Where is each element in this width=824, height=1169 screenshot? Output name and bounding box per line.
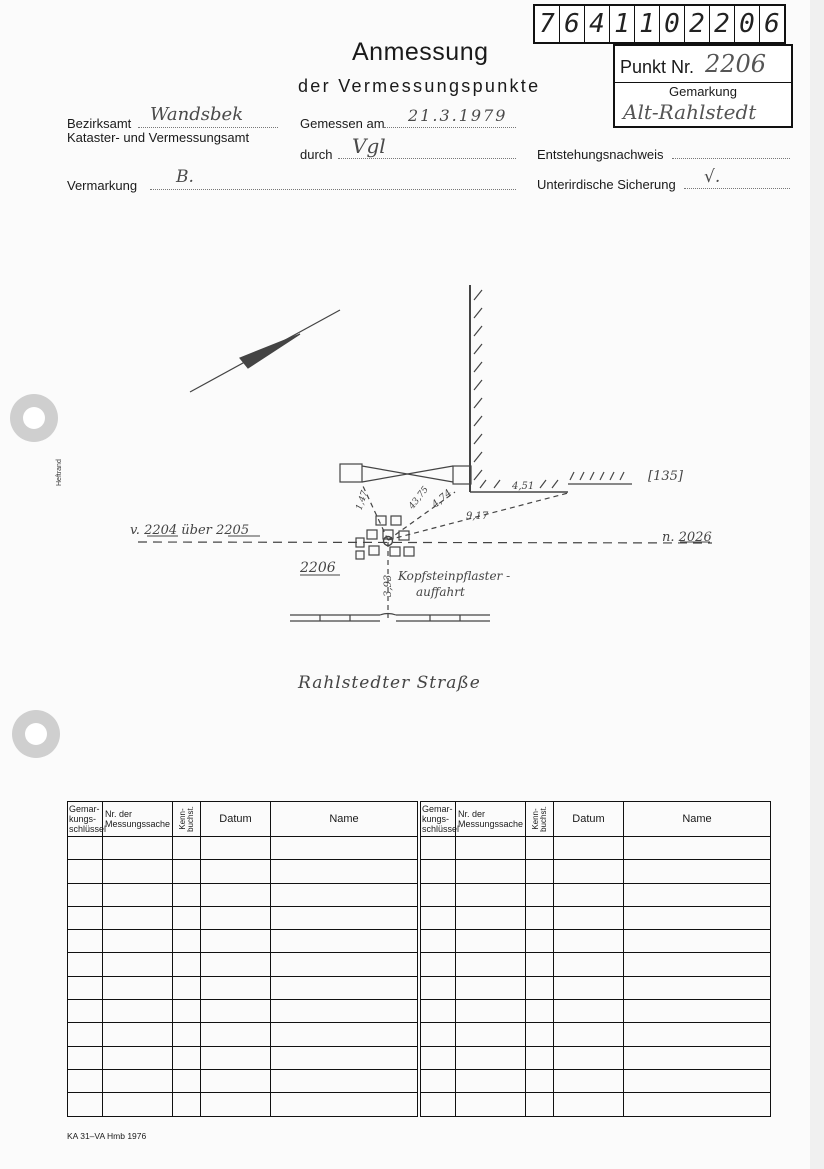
heftrand-label: Heftrand bbox=[56, 459, 63, 486]
north-arrow-icon bbox=[190, 310, 340, 392]
table-cell[interactable] bbox=[103, 1023, 173, 1046]
table-row bbox=[421, 1093, 771, 1116]
ref-135-label: [135] bbox=[648, 469, 683, 484]
table-cell[interactable] bbox=[624, 1069, 771, 1092]
table-row bbox=[68, 1023, 418, 1046]
table-cell[interactable] bbox=[624, 860, 771, 883]
table-cell[interactable] bbox=[201, 976, 271, 999]
table-row bbox=[68, 1093, 418, 1116]
table-row bbox=[68, 906, 418, 929]
table-cell[interactable] bbox=[173, 883, 201, 906]
table-cell[interactable] bbox=[103, 1000, 173, 1023]
neighbor-wall-135 bbox=[568, 472, 632, 484]
table-cell[interactable] bbox=[173, 860, 201, 883]
table-cell[interactable] bbox=[173, 953, 201, 976]
table-row bbox=[421, 860, 771, 883]
table-cell[interactable] bbox=[201, 1069, 271, 1092]
table-cell[interactable] bbox=[456, 906, 526, 929]
col-datum: Datum bbox=[554, 802, 624, 837]
table-cell[interactable] bbox=[421, 1023, 456, 1046]
table-row bbox=[68, 860, 418, 883]
kataster-label: Kataster- und Vermessungsamt bbox=[67, 130, 250, 145]
table-row bbox=[421, 1046, 771, 1069]
table-cell[interactable] bbox=[103, 1069, 173, 1092]
street-curb bbox=[290, 614, 490, 622]
alignment-line bbox=[138, 542, 712, 543]
number-digit: 2 bbox=[685, 6, 710, 42]
bezirksamt-value[interactable]: Wandsbek bbox=[150, 104, 244, 125]
table-row bbox=[68, 1069, 418, 1092]
table-cell[interactable] bbox=[201, 1093, 271, 1116]
table-row bbox=[421, 1023, 771, 1046]
table-cell[interactable] bbox=[68, 1023, 103, 1046]
measure-label: 4,51 bbox=[512, 481, 535, 492]
table-row bbox=[68, 1046, 418, 1069]
table-cell[interactable] bbox=[624, 1000, 771, 1023]
number-digit: 1 bbox=[635, 6, 660, 42]
table-cell[interactable] bbox=[554, 883, 624, 906]
table-cell[interactable] bbox=[68, 930, 103, 953]
table-cell[interactable] bbox=[526, 930, 554, 953]
durch-value[interactable]: Vgl bbox=[352, 134, 386, 158]
table-cell[interactable] bbox=[624, 1093, 771, 1116]
table-cell[interactable] bbox=[421, 1046, 456, 1069]
table-cell[interactable] bbox=[271, 883, 418, 906]
col-kenn: Kenn- buchst. bbox=[526, 802, 554, 837]
table-cell[interactable] bbox=[271, 1046, 418, 1069]
table-cell[interactable] bbox=[68, 1046, 103, 1069]
from-label: v. 2204 über 2205 bbox=[130, 523, 250, 538]
table-cell[interactable] bbox=[103, 953, 173, 976]
table-cell[interactable] bbox=[68, 1069, 103, 1092]
table-cell[interactable] bbox=[554, 837, 624, 860]
table-cell[interactable] bbox=[271, 1023, 418, 1046]
entstehung-label: Entstehungsnachweis bbox=[537, 147, 664, 162]
table-cell[interactable] bbox=[526, 837, 554, 860]
number-digit: 0 bbox=[735, 6, 760, 42]
table-cell[interactable] bbox=[526, 953, 554, 976]
table-cell[interactable] bbox=[421, 860, 456, 883]
table-cell[interactable] bbox=[421, 930, 456, 953]
table-cell[interactable] bbox=[624, 976, 771, 999]
table-cell[interactable] bbox=[173, 976, 201, 999]
table-cell[interactable] bbox=[554, 1046, 624, 1069]
table-cell[interactable] bbox=[421, 1000, 456, 1023]
number-digit: 4 bbox=[585, 6, 610, 42]
building-wall bbox=[470, 285, 568, 492]
table-cell[interactable] bbox=[554, 953, 624, 976]
table-cell[interactable] bbox=[103, 860, 173, 883]
table-cell[interactable] bbox=[68, 860, 103, 883]
table-cell[interactable] bbox=[173, 1000, 201, 1023]
col-nr: Nr. der Messungssache bbox=[103, 802, 173, 837]
unterirdisch-label: Unterirdische Sicherung bbox=[537, 177, 676, 192]
table-cell[interactable] bbox=[526, 906, 554, 929]
table-row bbox=[421, 906, 771, 929]
number-digit: 1 bbox=[610, 6, 635, 42]
street-label: Rahlstedter Straße bbox=[298, 673, 481, 693]
table-cell[interactable] bbox=[624, 883, 771, 906]
table-cell[interactable] bbox=[173, 837, 201, 860]
table-cell[interactable] bbox=[201, 883, 271, 906]
table-cell[interactable] bbox=[554, 1069, 624, 1092]
table-cell[interactable] bbox=[421, 953, 456, 976]
table-cell[interactable] bbox=[456, 1069, 526, 1092]
measure-label: 9,17 bbox=[466, 511, 489, 522]
table-cell[interactable] bbox=[421, 837, 456, 860]
table-cell[interactable] bbox=[456, 953, 526, 976]
measure-label: 43,75 bbox=[407, 484, 431, 512]
table-cell[interactable] bbox=[624, 906, 771, 929]
col-nr: Nr. der Messungssache bbox=[456, 802, 526, 837]
table-cell[interactable] bbox=[201, 837, 271, 860]
table-cell[interactable] bbox=[103, 906, 173, 929]
table-cell[interactable] bbox=[173, 906, 201, 929]
unterirdisch-value[interactable]: √. bbox=[704, 167, 721, 187]
vermarkung-label: Vermarkung bbox=[67, 178, 138, 193]
col-kenn: Kenn- buchst. bbox=[173, 802, 201, 837]
table-cell[interactable] bbox=[624, 1023, 771, 1046]
number-digit: 7 bbox=[535, 6, 560, 42]
table-row bbox=[68, 953, 418, 976]
table-cell[interactable] bbox=[456, 1093, 526, 1116]
table-cell[interactable] bbox=[201, 930, 271, 953]
table-cell[interactable] bbox=[103, 1093, 173, 1116]
table-cell[interactable] bbox=[526, 883, 554, 906]
vermarkung-value[interactable]: B. bbox=[176, 167, 194, 187]
table-cell[interactable] bbox=[68, 1000, 103, 1023]
punkt-value[interactable]: 2206 bbox=[705, 50, 767, 78]
gemarkung-value[interactable]: Alt-Rahlstedt bbox=[623, 100, 757, 124]
number-digit: 6 bbox=[560, 6, 585, 42]
form-code: KA 31–VA Hmb 1976 bbox=[67, 1131, 147, 1141]
col-datum: Datum bbox=[201, 802, 271, 837]
page-subtitle: der Vermessungspunkte bbox=[298, 76, 541, 96]
table-cell[interactable] bbox=[68, 837, 103, 860]
table-cell[interactable] bbox=[456, 1000, 526, 1023]
punkt-label: Punkt Nr. bbox=[620, 57, 695, 77]
table-cell[interactable] bbox=[456, 1046, 526, 1069]
table-cell[interactable] bbox=[173, 1046, 201, 1069]
table-cell[interactable] bbox=[624, 837, 771, 860]
col-name: Name bbox=[271, 802, 418, 837]
col-name: Name bbox=[624, 802, 771, 837]
table-cell[interactable] bbox=[271, 1000, 418, 1023]
table-cell[interactable] bbox=[456, 837, 526, 860]
table-cell[interactable] bbox=[526, 1023, 554, 1046]
col-gemarkung: Gemar- kungs- schlüssel bbox=[68, 802, 103, 837]
table-cell[interactable] bbox=[526, 1000, 554, 1023]
table-cell[interactable] bbox=[103, 930, 173, 953]
table-row bbox=[421, 1069, 771, 1092]
register-table-left bbox=[67, 801, 418, 1117]
table-cell[interactable] bbox=[456, 930, 526, 953]
durch-label: durch bbox=[300, 147, 333, 162]
table-cell[interactable] bbox=[68, 906, 103, 929]
table-cell[interactable] bbox=[554, 860, 624, 883]
measure-label: 3,93 bbox=[383, 574, 394, 597]
table-cell[interactable] bbox=[456, 883, 526, 906]
number-digit: 2 bbox=[710, 6, 735, 42]
table-cell[interactable] bbox=[201, 1000, 271, 1023]
table-row bbox=[68, 837, 418, 860]
point-label: 2206 bbox=[300, 560, 336, 576]
table-cell[interactable] bbox=[201, 860, 271, 883]
table-cell[interactable] bbox=[201, 1046, 271, 1069]
table-cell[interactable] bbox=[201, 953, 271, 976]
table-cell[interactable] bbox=[456, 1023, 526, 1046]
table-row bbox=[68, 1000, 418, 1023]
table-cell[interactable] bbox=[526, 1093, 554, 1116]
table-cell[interactable] bbox=[201, 906, 271, 929]
gemessen-label: Gemessen am bbox=[300, 116, 385, 131]
table-cell[interactable] bbox=[201, 1023, 271, 1046]
number-digit: 6 bbox=[764, 9, 780, 39]
gemarkung-label: Gemarkung bbox=[669, 84, 737, 99]
table-cell[interactable] bbox=[68, 883, 103, 906]
table-cell[interactable] bbox=[554, 976, 624, 999]
gate-symbol bbox=[340, 464, 471, 484]
to-label: n. 2026 bbox=[662, 530, 712, 545]
table-cell[interactable] bbox=[624, 930, 771, 953]
table-cell[interactable] bbox=[271, 976, 418, 999]
table-cell[interactable] bbox=[271, 906, 418, 929]
table-cell[interactable] bbox=[421, 906, 456, 929]
table-row bbox=[421, 953, 771, 976]
table-cell[interactable] bbox=[173, 1069, 201, 1092]
table-cell[interactable] bbox=[271, 930, 418, 953]
table-cell[interactable] bbox=[421, 976, 456, 999]
measure-label: 4,74 bbox=[430, 487, 455, 511]
register-table-right bbox=[420, 801, 771, 1117]
table-cell[interactable] bbox=[624, 953, 771, 976]
table-cell[interactable] bbox=[554, 906, 624, 929]
number-digit: 0 bbox=[660, 6, 685, 42]
surface-label: auffahrt bbox=[416, 585, 465, 599]
bezirksamt-label: Bezirksamt bbox=[67, 116, 132, 131]
table-cell[interactable] bbox=[421, 1093, 456, 1116]
table-cell[interactable] bbox=[271, 837, 418, 860]
table-cell[interactable] bbox=[103, 1046, 173, 1069]
table-row bbox=[421, 883, 771, 906]
surface-label: Kopfsteinpflaster - bbox=[398, 569, 511, 583]
table-row bbox=[421, 976, 771, 999]
table-cell[interactable] bbox=[526, 1046, 554, 1069]
table-cell[interactable] bbox=[526, 976, 554, 999]
table-cell[interactable] bbox=[554, 930, 624, 953]
page-title: Anmessung bbox=[352, 38, 489, 66]
table-cell[interactable] bbox=[526, 1069, 554, 1092]
table-cell[interactable] bbox=[456, 860, 526, 883]
table-cell[interactable] bbox=[271, 1093, 418, 1116]
measure-label: 1,47 bbox=[354, 489, 371, 512]
table-row bbox=[68, 930, 418, 953]
table-cell[interactable] bbox=[624, 1046, 771, 1069]
table-row bbox=[68, 883, 418, 906]
table-cell[interactable] bbox=[554, 1093, 624, 1116]
table-cell[interactable] bbox=[103, 976, 173, 999]
table-cell[interactable] bbox=[68, 976, 103, 999]
table-cell[interactable] bbox=[554, 1023, 624, 1046]
table-row bbox=[421, 1000, 771, 1023]
table-row bbox=[421, 837, 771, 860]
table-cell[interactable] bbox=[68, 953, 103, 976]
table-cell[interactable] bbox=[103, 837, 173, 860]
table-cell[interactable] bbox=[271, 1069, 418, 1092]
col-gemarkung: Gemar- kungs- schlüssel bbox=[421, 802, 456, 837]
table-cell[interactable] bbox=[173, 1023, 201, 1046]
table-cell[interactable] bbox=[421, 1069, 456, 1092]
table-row bbox=[421, 930, 771, 953]
table-cell[interactable] bbox=[554, 1000, 624, 1023]
table-cell[interactable] bbox=[526, 860, 554, 883]
table-cell[interactable] bbox=[421, 883, 456, 906]
table-cell[interactable] bbox=[271, 953, 418, 976]
gemessen-value[interactable]: 21.3.1979 bbox=[408, 106, 508, 125]
table-cell[interactable] bbox=[456, 976, 526, 999]
table-cell[interactable] bbox=[103, 883, 173, 906]
table-cell[interactable] bbox=[173, 1093, 201, 1116]
table-cell[interactable] bbox=[271, 860, 418, 883]
table-cell[interactable] bbox=[68, 1093, 103, 1116]
table-cell[interactable] bbox=[173, 930, 201, 953]
table-row bbox=[68, 976, 418, 999]
